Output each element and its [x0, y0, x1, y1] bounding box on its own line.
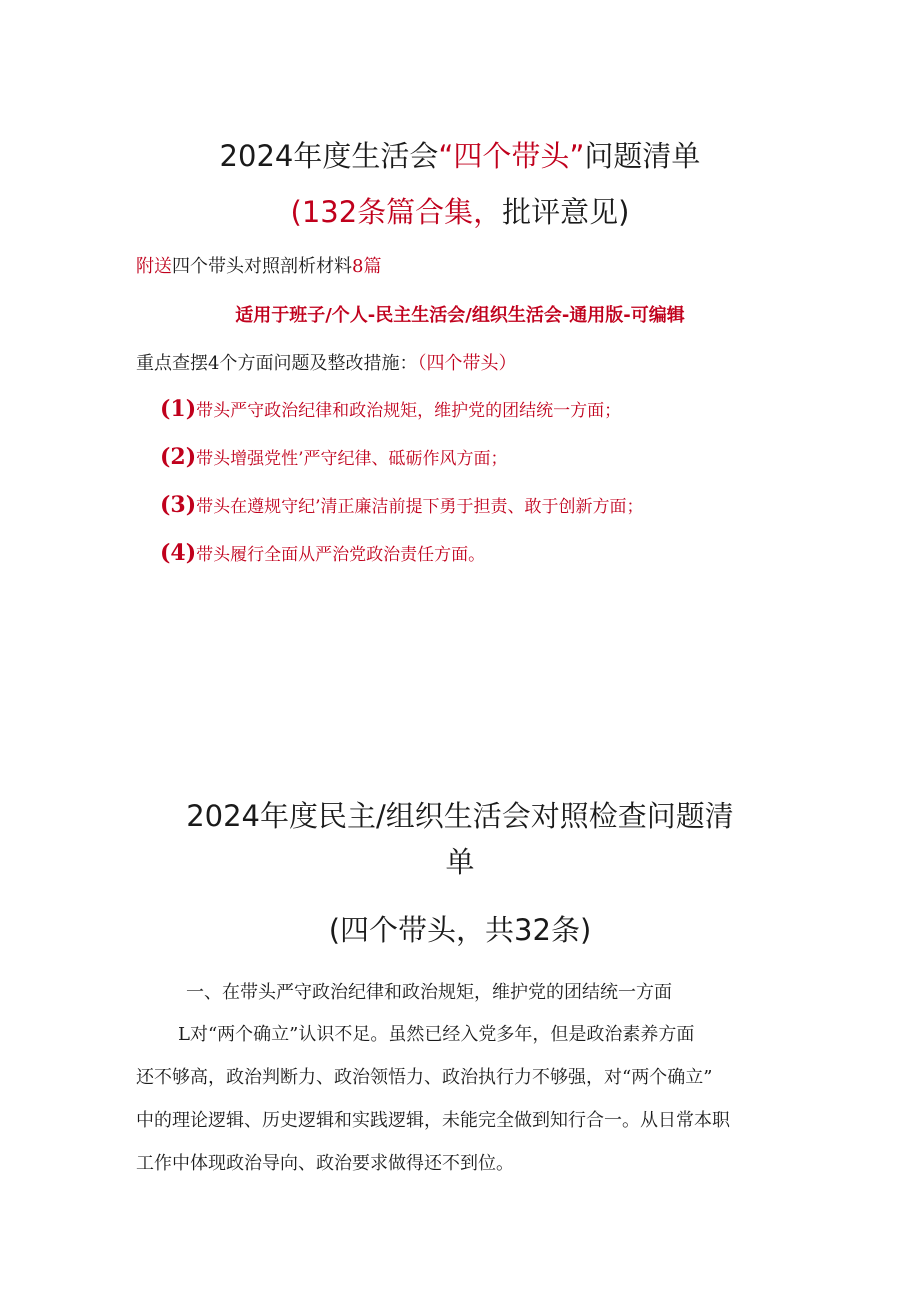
- section-heading: 一、在带头严守政治纪律和政治规矩，维护党的团结统一方面: [186, 982, 672, 1003]
- main-title-pre: 2024年度生活会: [219, 139, 439, 173]
- main-subtitle-post: 批评意见): [502, 195, 630, 229]
- attachment-note: [136, 253, 381, 281]
- focus-intro: [136, 350, 516, 378]
- focus-point-number: (3): [160, 492, 197, 518]
- main-title-post: 问题清单: [584, 139, 701, 173]
- main-subtitle-highlight: (132条篇合集，: [290, 195, 503, 229]
- focus-point: [160, 395, 621, 425]
- applicable-note: 适用于班子/个人-民主生活会/组织生活会-通用版-可编辑: [235, 305, 685, 326]
- focus-point: [160, 491, 644, 521]
- attachment-highlight: 附送: [136, 256, 172, 277]
- main-title-highlight: “四个带头”: [438, 139, 585, 173]
- focus-point: [160, 539, 485, 569]
- focus-point: [160, 443, 508, 473]
- focus-highlight: （四个带头）: [417, 353, 517, 374]
- checklist-subtitle: (四个带头，共32条): [328, 913, 592, 947]
- checklist-title: 2024年度民主/组织生活会对照检查问题清: [186, 799, 734, 833]
- body-line: 还不够高，政治判断力、政治领悟力、政治执行力不够强，对“两个确立”: [136, 1067, 713, 1088]
- focus-point-number: (4): [160, 540, 197, 566]
- focus-point-number: (2): [160, 444, 197, 470]
- main-title: [0, 134, 920, 178]
- focus-point-text: 带头履行全面从严治党政治责任方面。: [196, 545, 486, 565]
- body-line: 中的理论逻辑、历史逻辑和实践逻辑，未能完全做到知行合一。从日常本职: [136, 1110, 730, 1131]
- attachment-text: 四个带头对照剖析材料: [172, 256, 352, 277]
- focus-text: 重点查摆4个方面问题及整改措施：: [136, 353, 418, 374]
- focus-point-text: 带头严守政治纪律和政治规矩，维护党的团结统一方面；: [196, 401, 622, 421]
- focus-point-number: (1): [160, 396, 197, 422]
- focus-point-text: 带头在遵规守纪’清正廉洁前提下勇于担责、敢于创新方面；: [196, 497, 644, 517]
- body-line: L对“两个确立”认识不足。虽然已经入党多年，但是政治素养方面: [178, 1024, 695, 1045]
- attachment-count: 8篇: [352, 256, 382, 277]
- body-line: 工作中体现政治导向、政治要求做得还不到位。: [136, 1153, 514, 1174]
- focus-point-text: 带头增强党性’严守纪律、砥砺作风方面；: [196, 449, 508, 469]
- main-subtitle: [0, 190, 920, 234]
- checklist-title-continued: 单: [445, 845, 475, 879]
